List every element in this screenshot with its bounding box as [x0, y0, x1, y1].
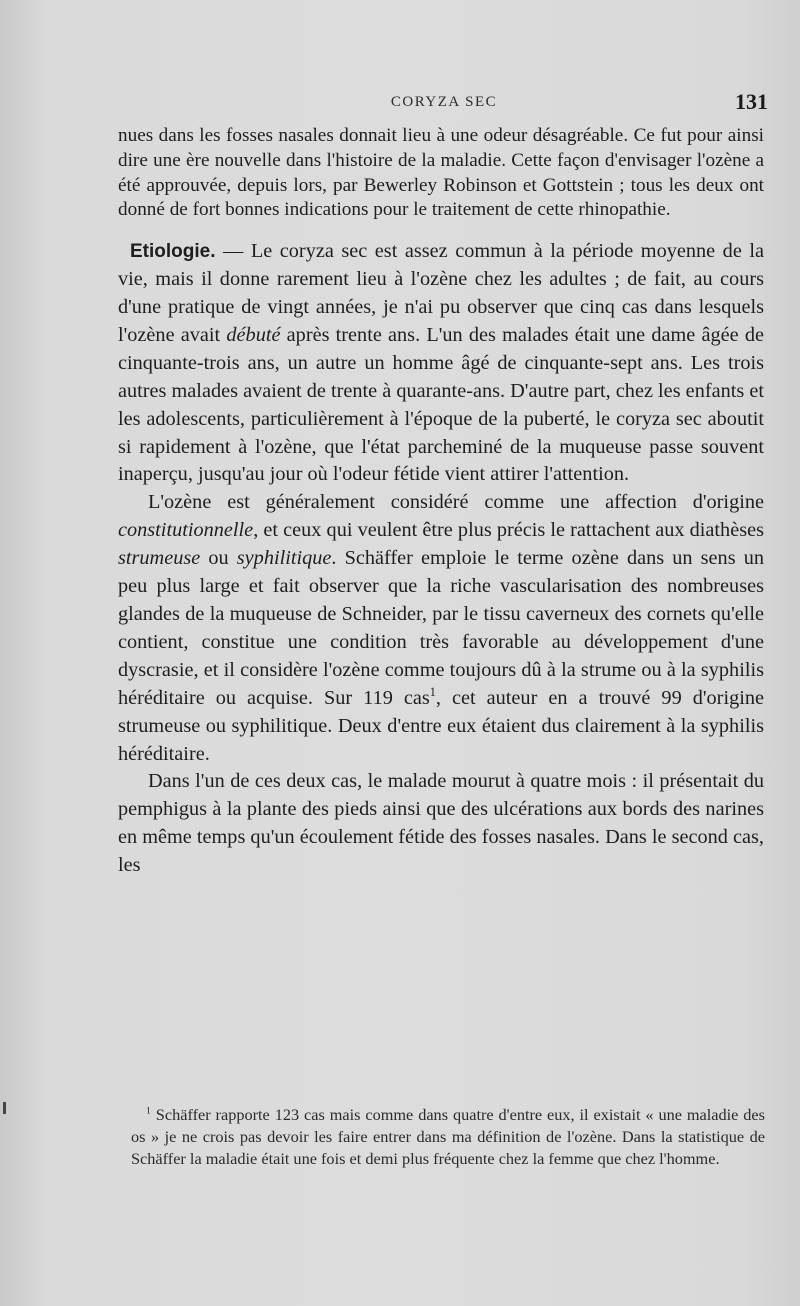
- footnote-reference: 1: [429, 684, 436, 699]
- paragraph-text: ou: [200, 547, 237, 570]
- paragraph-text: , et ceux qui veulent être plus précis le rattachent aux diathèses: [253, 519, 764, 542]
- emphasis-text: constitutionnelle: [118, 519, 254, 542]
- section-label-etiologie: Etiologie.: [130, 241, 216, 263]
- margin-mark: [3, 1102, 6, 1114]
- paragraph-text: après trente ans. L'un des malades était une dame âgée de cinquante-trois ans, un autre un homme âgé de cinquante-sept ans. Les trois autres malades avaient de trente à quarante-ans. D'autre part, chez les enfants et les adolescents, particulièrement à l'époque de la puberté, le coryza sec aboutit si rapidement à l'ozène, que l'état parcheminé de la muqueuse passe souvent inaperçu, jusqu'au jour où l'odeur fétide vient attirer l'attention.: [118, 323, 764, 486]
- emphasis-text: syphilitique: [236, 547, 332, 570]
- emphasis-text: débuté: [226, 323, 281, 346]
- page-header: [120, 90, 768, 120]
- footnote-marker: 1: [146, 1105, 151, 1117]
- body-text: [118, 124, 764, 880]
- paragraph-text: L'ozène est généralement considéré comme une affection d'origine: [148, 491, 764, 514]
- emphasis-text: strumeuse: [118, 547, 201, 570]
- paragraph-etiologie: [118, 238, 764, 489]
- paragraph-ozene-origine: [118, 489, 764, 768]
- paragraph-text: — Le coryza sec est assez commun à la période moyenne de la vie, mais il donne rarement lieu à l'ozène chez les adultes ; de fait, au cours d'une pratique de vingt années, je n'ai pu observer que cinq cas dans lesquels l'ozène avait: [118, 240, 764, 346]
- footnote-text: Schäffer rapporte 123 cas mais comme dans quatre d'entre eux, il existait « une maladie des os » je ne crois pas devoir les faire entrer dans ma définition de l'ozène. Dans la statistique de Schäffer la maladie était une fois et demi plus fréquente chez la femme que chez l'homme.: [131, 1105, 765, 1168]
- paragraph-cases: Dans l'un de ces deux cas, le malade mourut à quatre mois : il présentait du pemphigus à la plante des pieds ainsi que des ulcérations aux bords des narines en même temps qu'un écoulement fétide des fosses nasales. Dans le second cas, les: [118, 770, 764, 877]
- running-title: CORYZA SEC: [390, 94, 498, 110]
- paragraph-text: , cet auteur en a trouvé 99 d'origine strumeuse ou syphilitique. Deux d'entre eux étaient dus clairement à la syphilis héréditaire.: [118, 686, 764, 765]
- footnote: [131, 1104, 765, 1170]
- paragraph-text: . Schäffer emploie le terme ozène dans un sens un peu plus large et fait observer que la riche vascularisation des nombreuses glandes de la muqueuse de Schneider, par le tissu caverneux des cornets qu'elle contient, constitue une condition très favorable au développement d'une dyscrasie, et il considère l'ozène comme toujours dû à la strume ou à la syphilis héréditaire ou acquise. Sur 119 cas: [118, 547, 764, 709]
- page-number: 131: [735, 89, 768, 114]
- paragraph-continuation: nues dans les fosses nasales donnait lieu à une odeur désagréable. Ce fut pour ainsi dire une ère nouvelle dans l'histoire de la maladie. Cette façon d'envisager l'ozène a été approuvée, depuis lors, par Bewerley Robinson et Gottstein ; tous les deux ont donné de fort bonnes indications pour le traitement de cette rhinopathie.: [118, 125, 764, 221]
